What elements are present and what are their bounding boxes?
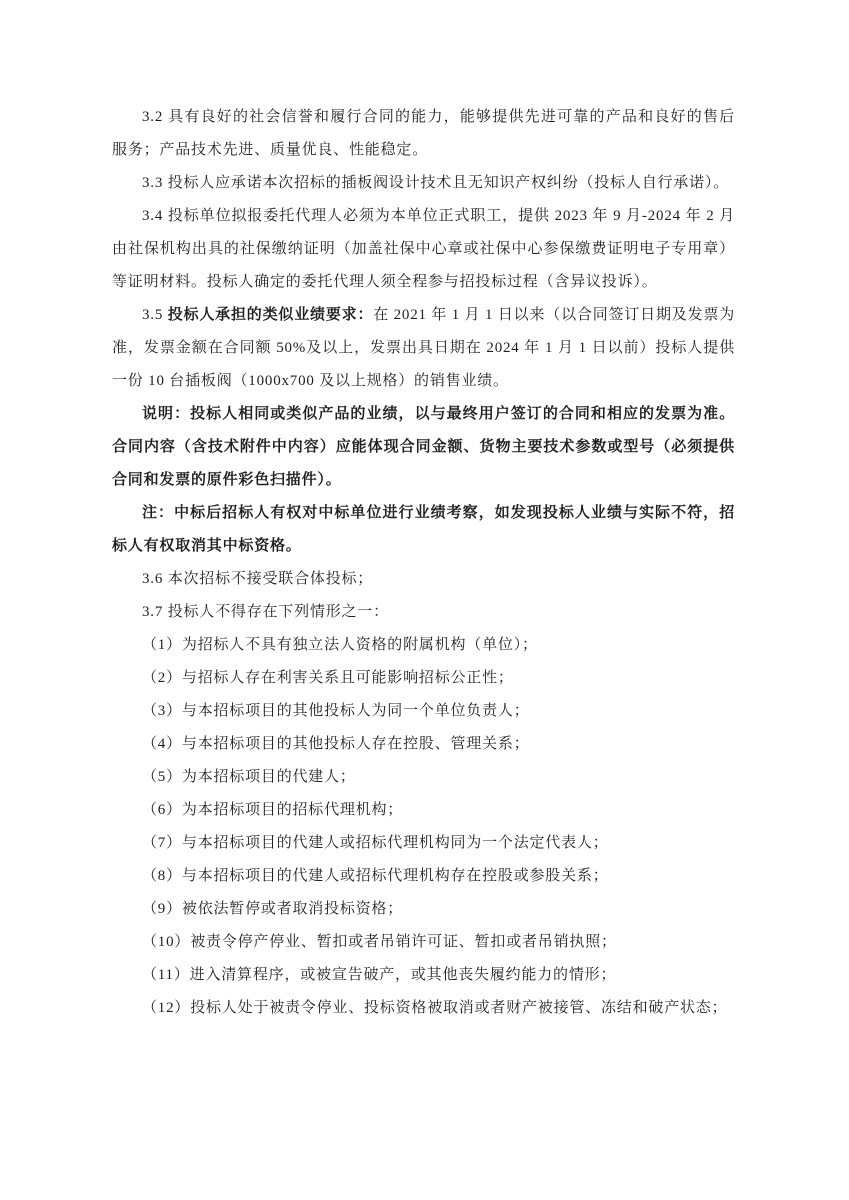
condition-item-5: （5）为本招标项目的代建人； <box>142 769 356 785</box>
condition-item-1: （1）为招标人不具有独立法人资格的附属机构（单位）； <box>142 637 538 653</box>
paragraph-3-4: 3.4 投标单位拟报委托代理人必须为本单位正式职工，提供 2023 年 9 月-2024 年 2 月由社保机构出具的社保缴纳证明（加盖社保中心章或社保中心参保缴费证明电子专用章）等证明材料。投标人确定的委托代理人须全程参与招投标过程（含异议投诉）。 <box>112 208 735 290</box>
paragraph-3-5-body: 在 2021 年 1 月 1 日以来（以合同签订日期及发票为准，发票金额在合同额 50%及以上，发票出具日期在 2024 年 1 月 1 日以前）投标人提供一份 10 台插板阀（1000x700 及以上规格）的销售业绩。 <box>112 307 736 389</box>
note-remark: 注：中标后招标人有权对中标单位进行业绩考察，如发现投标人业绩与实际不符，招标人有权取消其中标资格。 <box>112 505 735 554</box>
condition-item-7: （7）与本招标项目的代建人或招标代理机构同为一个法定代表人； <box>142 835 609 851</box>
condition-item-8: （8）与本招标项目的代建人或招标代理机构存在控股或参股关系； <box>142 868 609 884</box>
paragraph-3-5 <box>112 299 735 398</box>
paragraph-3-3: 3.3 投标人应承诺本次招标的插板阀设计技术且无知识产权纠纷（投标人自行承诺）。 <box>142 175 730 191</box>
condition-item-6: （6）为本招标项目的招标代理机构； <box>142 802 404 818</box>
condition-item-10: （10）被责令停产停业、暂扣或者吊销许可证、暂扣或者吊销执照； <box>142 934 617 950</box>
condition-item-12: （12）投标人处于被责令停业、投标资格被取消或者财产被接管、冻结和破产状态； <box>142 1000 728 1016</box>
condition-item-11: （11）进入清算程序，或被宣告破产，或其他丧失履约能力的情形； <box>142 967 617 983</box>
condition-item-9: （9）被依法暂停或者取消投标资格； <box>142 901 404 917</box>
condition-item-3: （3）与本招标项目的其他投标人为同一个单位负责人； <box>142 703 530 719</box>
paragraph-3-2: 3.2 具有良好的社会信誉和履行合同的能力，能够提供先进可靠的产品和良好的售后服务；产品技术先进、质量优良、性能稳定。 <box>112 109 735 158</box>
paragraph-3-5-number: 3.5 <box>142 307 168 323</box>
condition-item-2: （2）与招标人存在利害关系且可能影响招标公正性； <box>142 670 514 686</box>
paragraph-3-7: 3.7 投标人不得存在下列情形之一： <box>142 604 389 620</box>
condition-item-4: （4）与本招标项目的其他投标人存在控股、管理关系； <box>142 736 530 752</box>
note-explanation: 说明：投标人相同或类似产品的业绩，以与最终用户签订的合同和相应的发票为准。合同内容（含技术附件中内容）应能体现合同金额、货物主要技术参数或型号（必须提供合同和发票的原件彩色扫描件）。 <box>112 406 735 488</box>
paragraph-3-6: 3.6 本次招标不接受联合体投标； <box>142 571 374 587</box>
paragraph-3-5-bold-label: 投标人承担的类似业绩要求： <box>167 307 374 323</box>
